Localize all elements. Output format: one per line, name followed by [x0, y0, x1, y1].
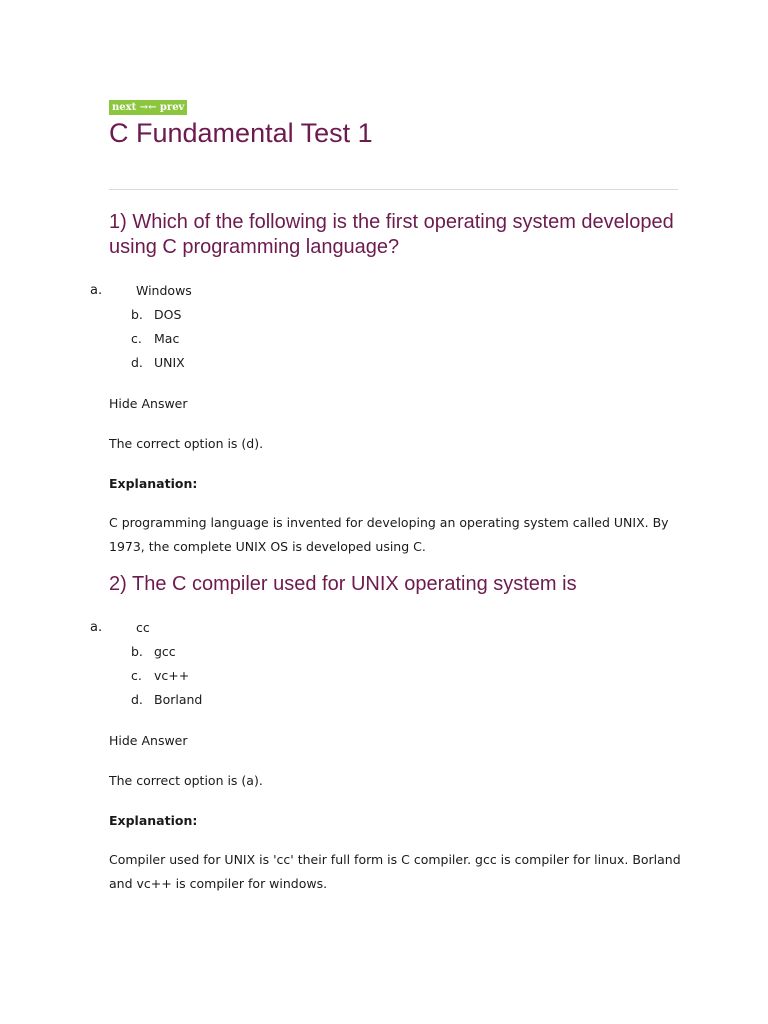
- q2-option-a: cc: [136, 620, 150, 635]
- q2-explanation-heading: Explanation:: [109, 813, 198, 828]
- q1-option-c: Mac: [154, 331, 180, 346]
- q1-explanation: C programming language is invented for developing an operating system called UNIX. By 1973, the complete UNIX OS is developed using C.: [109, 515, 669, 554]
- question-1-text: 1) Which of the following is the first operating system developed using C programming language?: [109, 211, 674, 258]
- next-prev-nav[interactable]: [109, 100, 187, 115]
- q2-option-d-marker: d.: [131, 692, 143, 707]
- q1-option-a: Windows: [136, 283, 192, 298]
- q1-option-c-marker: c.: [131, 331, 142, 346]
- q2-hide-answer-toggle[interactable]: Hide Answer: [109, 733, 188, 748]
- q2-answer: The correct option is (a).: [109, 773, 263, 788]
- q2-option-a-marker: a.: [90, 620, 103, 635]
- q2-option-c: vc++: [154, 668, 190, 683]
- q2-option-b: gcc: [154, 644, 176, 659]
- divider: [109, 189, 678, 190]
- question-2-text: 2) The C compiler used for UNIX operating system is: [109, 573, 577, 595]
- q2-option-c-marker: c.: [131, 668, 142, 683]
- q2-explanation: Compiler used for UNIX is 'cc' their full form is C compiler. gcc is compiler for linux. Borland and vc++ is compiler for windows.: [109, 852, 681, 891]
- page-title: C Fundamental Test 1: [109, 118, 373, 148]
- q1-option-b: DOS: [154, 307, 182, 322]
- q1-explanation-heading: Explanation:: [109, 476, 198, 491]
- q1-option-a-marker: a.: [90, 283, 103, 298]
- q1-hide-answer-toggle[interactable]: Hide Answer: [109, 396, 188, 411]
- q2-option-d: Borland: [154, 692, 203, 707]
- nav-label[interactable]: next →← prev: [112, 102, 185, 113]
- q1-answer: The correct option is (d).: [109, 436, 264, 451]
- q2-option-b-marker: b.: [131, 644, 143, 659]
- q1-option-d-marker: d.: [131, 355, 143, 370]
- q1-option-d: UNIX: [154, 355, 185, 370]
- q1-option-b-marker: b.: [131, 307, 143, 322]
